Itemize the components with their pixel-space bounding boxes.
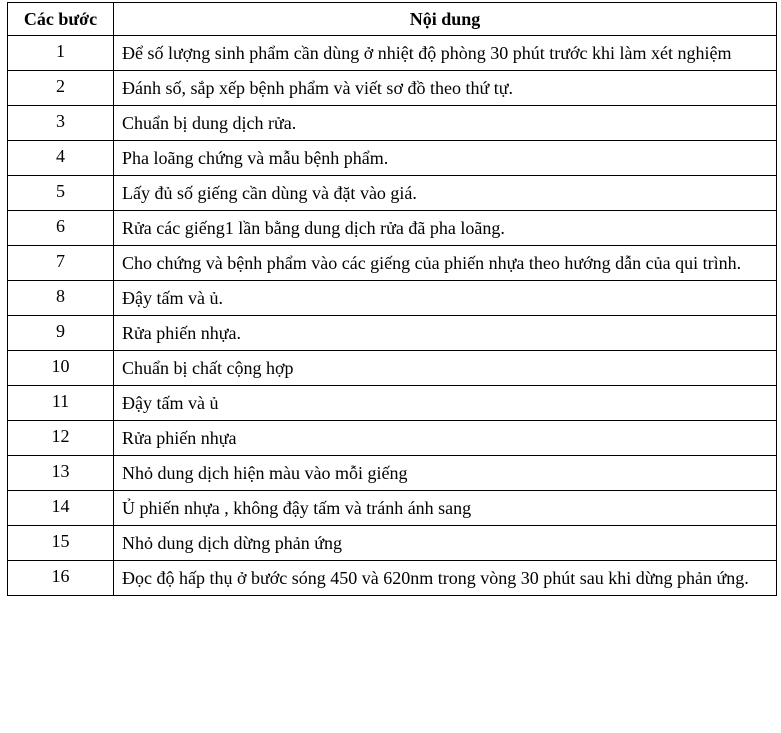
step-content: Rửa phiến nhựa: [114, 421, 777, 456]
table-row: [8, 386, 777, 421]
step-content: Nhỏ dung dịch hiện màu vào mỗi giếng: [114, 456, 777, 491]
table-row: [8, 351, 777, 386]
table-row: [8, 456, 777, 491]
step-number: 13: [8, 456, 114, 491]
step-number: 7: [8, 246, 114, 281]
step-content: Đọc độ hấp thụ ở bước sóng 450 và 620nm trong vòng 30 phút sau khi dừng phản ứng.: [114, 561, 777, 596]
table-row: [8, 176, 777, 211]
header-content: Nội dung: [114, 3, 777, 36]
table-row: [8, 491, 777, 526]
step-number: 2: [8, 71, 114, 106]
step-number: 12: [8, 421, 114, 456]
step-number: 1: [8, 36, 114, 71]
step-content: Rửa phiến nhựa.: [114, 316, 777, 351]
step-content: Ủ phiến nhựa , không đậy tấm và tránh ánh sang: [114, 491, 777, 526]
step-content: Rửa các giếng1 lần bằng dung dịch rửa đã pha loãng.: [114, 211, 777, 246]
step-number: 11: [8, 386, 114, 421]
step-number: 4: [8, 141, 114, 176]
step-number: 16: [8, 561, 114, 596]
table-row: [8, 526, 777, 561]
step-content: Đậy tấm và ủ: [114, 386, 777, 421]
table-row: [8, 316, 777, 351]
step-number: 8: [8, 281, 114, 316]
steps-table: [7, 2, 777, 596]
step-number: 14: [8, 491, 114, 526]
step-number: 10: [8, 351, 114, 386]
header-steps: Các bước: [8, 3, 114, 36]
step-number: 6: [8, 211, 114, 246]
table-row: [8, 141, 777, 176]
step-content: Đánh số, sắp xếp bệnh phẩm và viết sơ đồ theo thứ tự.: [114, 71, 777, 106]
step-number: 3: [8, 106, 114, 141]
table-row: [8, 211, 777, 246]
step-number: 15: [8, 526, 114, 561]
table-row: [8, 246, 777, 281]
table-row: [8, 421, 777, 456]
table-row: [8, 561, 777, 596]
step-content: Pha loãng chứng và mẫu bệnh phẩm.: [114, 141, 777, 176]
step-content: Chuẩn bị chất cộng hợp: [114, 351, 777, 386]
step-content: Lấy đủ số giếng cần dùng và đặt vào giá.: [114, 176, 777, 211]
table-row: [8, 106, 777, 141]
step-number: 5: [8, 176, 114, 211]
table-row: [8, 281, 777, 316]
table-row: [8, 36, 777, 71]
table-row: [8, 71, 777, 106]
step-content: Nhỏ dung dịch dừng phản ứng: [114, 526, 777, 561]
step-content: Chuẩn bị dung dịch rửa.: [114, 106, 777, 141]
step-number: 9: [8, 316, 114, 351]
step-content: Cho chứng và bệnh phẩm vào các giếng của phiến nhựa theo hướng dẫn của qui trình.: [114, 246, 777, 281]
header-row: [8, 3, 777, 36]
step-content: Để số lượng sinh phẩm cần dùng ở nhiệt độ phòng 30 phút trước khi làm xét nghiệm: [114, 36, 777, 71]
step-content: Đậy tấm và ủ.: [114, 281, 777, 316]
